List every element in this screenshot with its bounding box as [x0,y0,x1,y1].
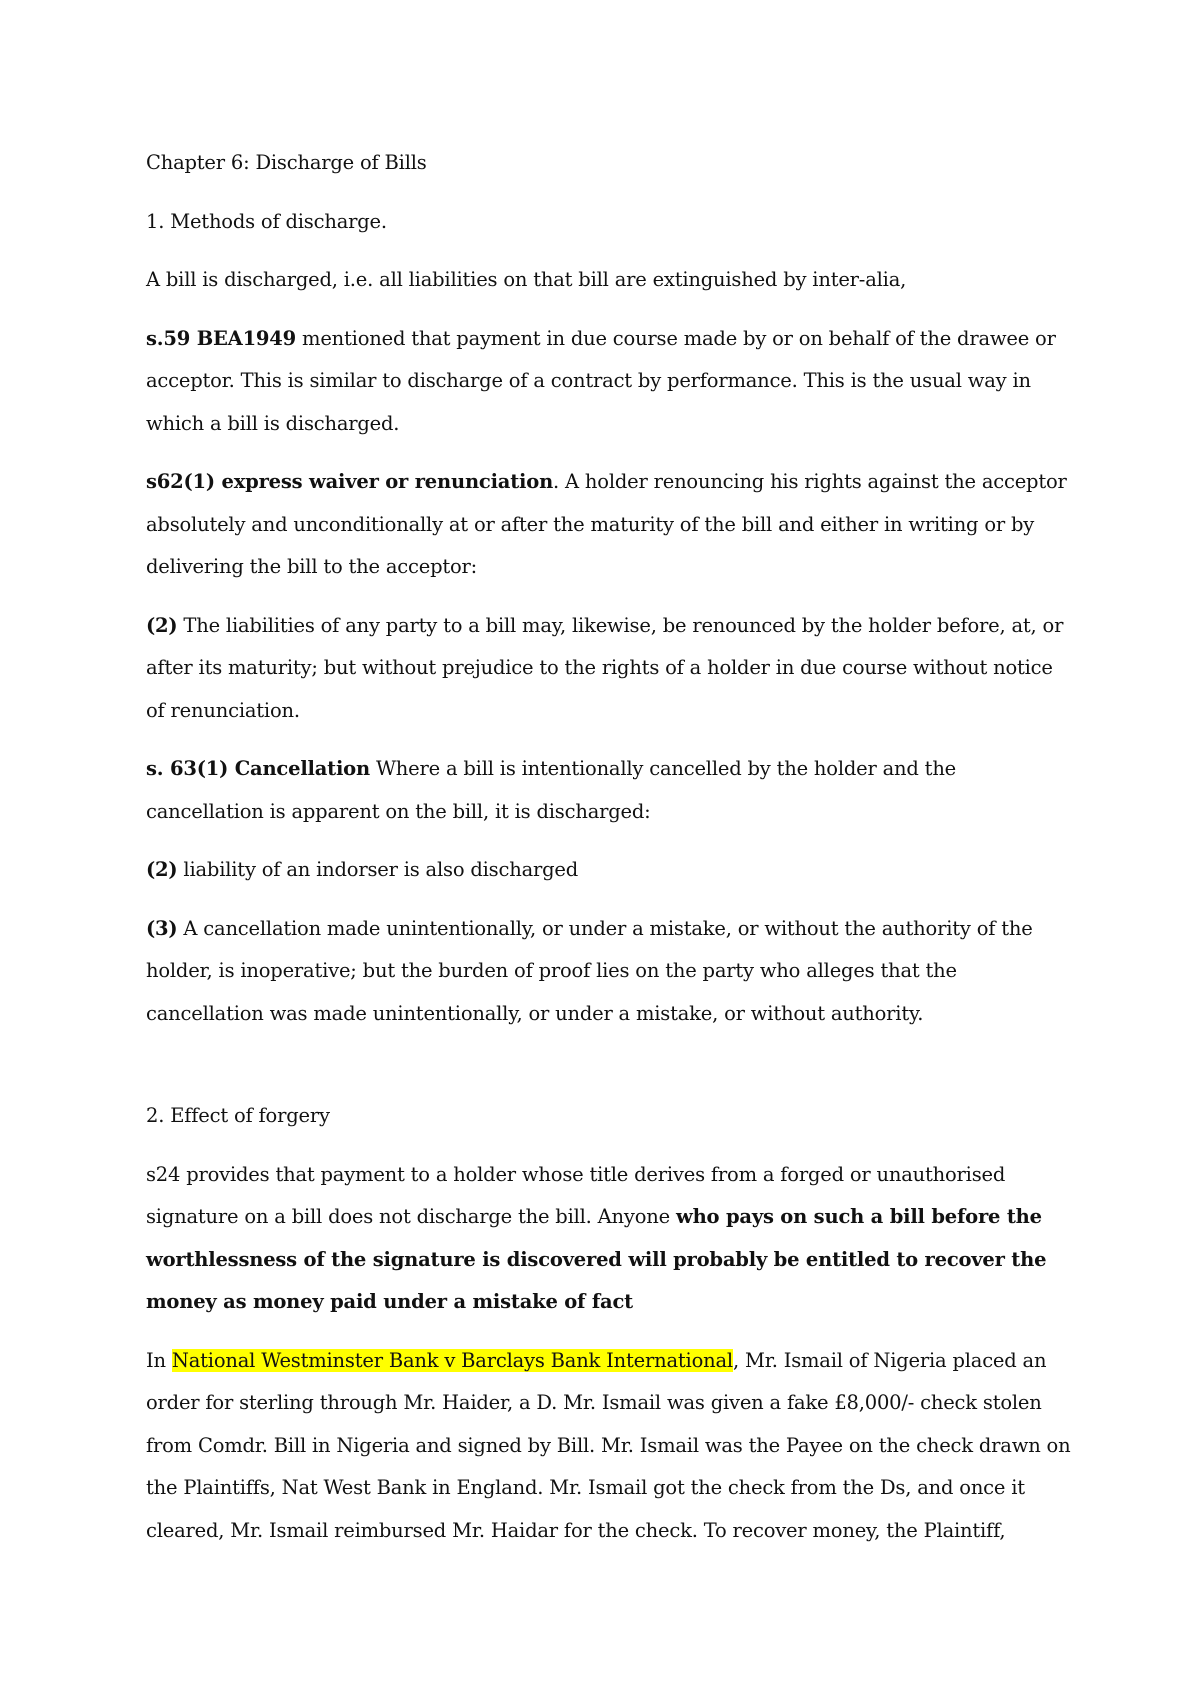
section-heading-forgery: 2. Effect of forgery [146,1104,330,1127]
paragraph-case: In National Westminster Bank v Barclays Bank International, Mr. Ismail of Nigeria placed an order for sterling through Mr. Haider, a D. Mr. Ismail was given a fake £8,000/- check stolen from Comdr. Bill in Nigeria and signed by Bill. Mr. Ismail was the Payee on the check drawn on the Plaintiffs, Nat West Bank in England. Mr. Ismail got the check from the Ds, and once it cleared, Mr. Ismail reimbursed Mr. Haidar for the check. To recover money, the Plaintiff, [146,1348,1071,1542]
blank-line [146,1051,1076,1095]
subsection-ref: (2) [146,613,178,637]
chapter-title: Chapter 6: Discharge of Bills [146,151,427,174]
paragraph-s63-3: (3) A cancellation made unintentionally, or under a mistake, or without the authority of the holder, is inoperative; but the burden of proof lies on the party who alleges that the cancellation was made unintentionally, or under a mistake, or without authority. [146,916,1033,1025]
paragraph-s24: s24 provides that payment to a holder whose title derives from a forged or unauthorised signature on a bill does not discharge the bill. Anyone who pays on such a bill before the worthlessness of the signature is discovered will probably be entitled to recover the money as money paid under a mistake of fact [146,1162,1047,1313]
document-body [146,142,1076,1568]
case-name-highlight: National Westminster Bank v Barclays Bank International [171,1348,733,1372]
paragraph-s59: s.59 BEA1949 mentioned that payment in due course made by or on behalf of the drawee or acceptor. This is similar to discharge of a contract by performance. This is the usual way in which a bill is discharged. [146,326,1056,435]
subsection-ref: (3) [146,916,178,940]
paragraph-s62-1: s62(1) express waiver or renunciation. A holder renouncing his rights against the acceptor absolutely and unconditionally at or after the maturity of the bill and either in writing or by delivering the bill to the acceptor: [146,470,1067,578]
subsection-ref: (2) [146,858,178,881]
statute-ref: s62(1) express waiver or renunciation [146,470,554,493]
intro-paragraph: A bill is discharged, i.e. all liabilities on that bill are extinguished by inter-alia, [146,268,907,291]
statute-ref: s. 63(1) Cancellation [146,757,370,780]
paragraph-s63-2: (2) liability of an indorser is also discharged [146,858,579,881]
emphasis-text: who pays on such a bill before the worthlessness of the signature is discovered will probably be entitled to recover the money as money paid under a mistake of fact [146,1205,1047,1313]
paragraph-s62-2: (2) The liabilities of any party to a bill may, likewise, be renounced by the holder before, at, or after its maturity; but without prejudice to the rights of a holder in due course without notice of renunciation. [146,613,1064,722]
statute-ref: s.59 BEA1949 [146,326,297,350]
paragraph-s63-1: s. 63(1) Cancellation Where a bill is intentionally cancelled by the holder and the cancellation is apparent on the bill, it is discharged: [146,757,957,823]
section-heading-methods: 1. Methods of discharge. [146,209,387,233]
